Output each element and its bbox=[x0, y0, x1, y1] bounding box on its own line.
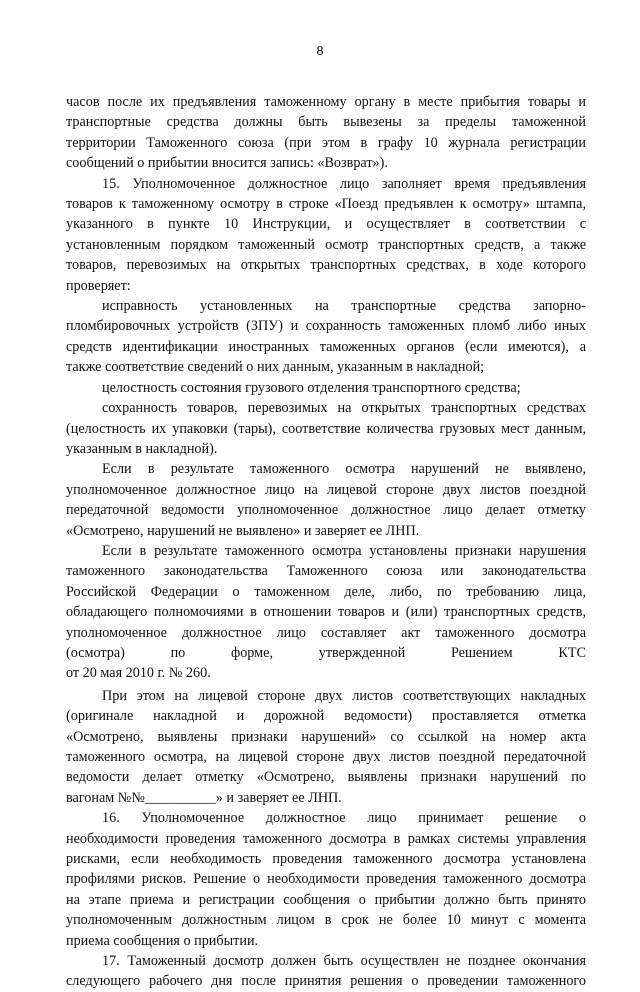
text-line: территории Таможенного союза (при этом в графу 10 журнала регистрации bbox=[66, 134, 586, 151]
document-body bbox=[66, 92, 586, 992]
text-line: Если в результате таможенного осмотра установлены признаки нарушения bbox=[102, 542, 586, 559]
text-line: от 20 мая 2010 г. № 260. bbox=[66, 665, 211, 682]
text-line: «Осмотрено, выявлены признаки нарушений» со ссылкой на номер акта bbox=[66, 728, 586, 745]
text-line: установленным порядком таможенный осмотр транспортных средств, а также bbox=[66, 236, 586, 253]
text-line: указанным в накладной). bbox=[66, 440, 218, 457]
text-line: 15. Уполномоченное должностное лицо заполняет время предъявления bbox=[102, 175, 586, 192]
text-line: уполномоченное должностное лицо на лицевой стороне двух листов поездной bbox=[66, 481, 586, 498]
text-line: также соответствие сведений о них данным, указанным в накладной; bbox=[66, 359, 485, 376]
text-line: рисками, если необходимость проведения таможенного досмотра установлена bbox=[66, 851, 586, 868]
text-line: 16. Уполномоченное должностное лицо принимает решение о bbox=[102, 810, 586, 827]
text-line: обладающего полномочиями в отношении товаров и (или) транспортных средств, bbox=[66, 604, 586, 621]
text-line: сохранность товаров, перевозимых на открытых транспортных средствах bbox=[102, 400, 586, 417]
text-line: следующего рабочего дня после принятия решения о проведении таможенного bbox=[66, 973, 586, 990]
text-line: проверяет: bbox=[66, 277, 131, 294]
text-line: транспортные средства должны быть вывезены за пределы таможенной bbox=[66, 114, 586, 131]
text-line: сообщений о прибытии вносится запись: «Возврат»). bbox=[66, 155, 388, 172]
text-line: Если в результате таможенного осмотра нарушений не выявлено, bbox=[102, 461, 586, 478]
text-line: необходимости проведения таможенного досмотра в рамках системы управления bbox=[66, 830, 586, 847]
text-line: приема сообщения о прибытии. bbox=[66, 932, 259, 949]
text-line: 17. Таможенный досмотр должен быть осуществлен не позднее окончания bbox=[102, 953, 586, 970]
text-line: уполномоченным должностным лицом в срок не более 10 минут с момента bbox=[66, 912, 586, 929]
page-number: 8 bbox=[316, 44, 324, 59]
text-line: вагонам №№__________» и заверяет ее ЛНП. bbox=[66, 789, 342, 806]
text-line: на этапе приема и регистрации сообщения о прибытии должно быть принято bbox=[66, 891, 586, 908]
text-line: Российской Федерации о таможенном деле, либо, по требованию лица, bbox=[66, 583, 586, 600]
text-line: (осмотра) по форме, утвержденной Решением КТС bbox=[66, 644, 586, 661]
text-line: При этом на лицевой стороне двух листов соответствующих накладных bbox=[102, 687, 586, 704]
text-line: (оригинале накладной и дорожной ведомости) проставляется отметка bbox=[66, 708, 586, 725]
text-line: товаров, перевозимых на открытых транспортных средствах, в ходе которого bbox=[66, 257, 586, 274]
text-line: исправность установленных на транспортные средства запорно- bbox=[102, 298, 586, 315]
text-line: таможенного законодательства Таможенного союза или законодательства bbox=[66, 563, 586, 580]
text-line: указанного в пункте 10 Инструкции, и осуществляет в соответствии с bbox=[66, 216, 586, 233]
text-line: «Осмотрено, нарушений не выявлено» и заверяет ее ЛНП. bbox=[66, 522, 420, 539]
text-line: целостность состояния грузового отделения транспортного средства; bbox=[102, 379, 521, 396]
text-line: таможенного осмотра, на лицевой стороне двух листов поездной передаточной bbox=[66, 749, 586, 765]
text-line: ведомости делает отметку «Осмотрено, выявлены признаки нарушений по bbox=[66, 769, 586, 786]
text-line: уполномоченное должностное лицо составляет акт таможенного досмотра bbox=[66, 624, 586, 641]
text-line: (целостность их упаковки (тары), соответствие количества грузовых мест данным, bbox=[66, 420, 586, 437]
text-line: часов после их предъявления таможенному органу в месте прибытия товары и bbox=[66, 94, 586, 110]
text-line: передаточной ведомости уполномоченное должностное лицо делает отметку bbox=[66, 502, 586, 519]
text-line: средств идентификации иностранных таможенных органов (если имеются), а bbox=[66, 338, 586, 355]
text-line: профилями рисков. Решение о необходимости проведения таможенного досмотра bbox=[66, 871, 586, 888]
text-line: товаров к таможенному осмотру в строке «Поезд предъявлен к осмотру» штампа, bbox=[66, 196, 586, 213]
text-line: пломбировочных устройств (ЗПУ) и сохранность таможенных пломб либо иных bbox=[66, 318, 586, 335]
